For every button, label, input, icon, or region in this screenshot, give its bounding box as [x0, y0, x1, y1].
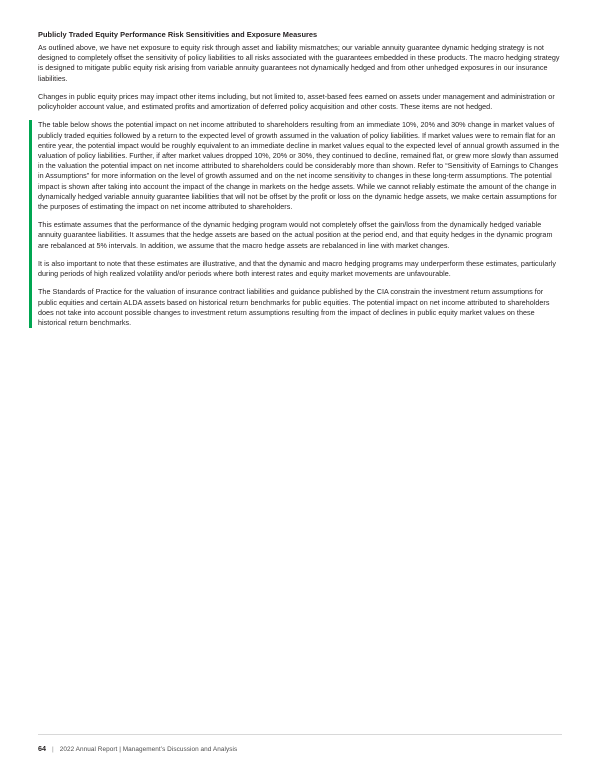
footer-separator: | — [52, 746, 54, 753]
footer-page-number: 64 — [38, 744, 46, 753]
page-footer — [38, 744, 562, 753]
paragraph-estimate-assumptions: This estimate assumes that the performance of the dynamic hedging program would not completely offset the gain/loss from the dynamically hedged variable annuity guarantee liabilities. It assumes that the hedge assets are based on the actual position at the period end, and that equity hedges in the dynamic program are rebalanced at 5% intervals. In addition, we assume that the macro hedge assets are rebalanced in line with market changes. — [38, 220, 553, 250]
footer-divider — [38, 734, 562, 735]
paragraph-illustrative-note: It is also important to note that these estimates are illustrative, and that the dynamic and macro hedging programs may underperform these estimates, particularly during periods of high realized volatility and/or periods where both interest rates and equity market movements are unfavourable. — [38, 258, 557, 279]
footer-label: 2022 Annual Report | Management’s Discussion and Analysis — [59, 746, 238, 753]
paragraph-intro-1: As outlined above, we have net exposure to equity risk through asset and liability mismatches; our variable annuity guarantee dynamic hedging strategy is not designed to completely offset the sensitivity of policy liabilities to all risks associated with the guarantees embedded in these products. The macro hedging strategy is designed to mitigate public equity risk arising from variable annuity guarantees not dynamically hedged and from other unhedged exposures in our insurance liabilities. — [38, 42, 560, 83]
paragraph-intro-2: Changes in public equity prices may impact other items including, but not limited to, asset-based fees earned on assets under management and administration or policyholder account value, and estimated profits and amortization of deferred policy acquisition and other costs. These items are not hedged. — [38, 91, 555, 112]
highlighted-block — [29, 120, 562, 328]
page-content — [38, 30, 562, 328]
paragraph-standards-of-practice: The Standards of Practice for the valuation of insurance contract liabilities and guidance published by the CIA constrain the investment return assumptions for public equities and certain ALDA assets based on historical return benchmarks for public equities. The potential impact on net income attributed to shareholders does not take into account possible changes to investment return assumptions resulting from the impact of declines in public equity market values on these historical return benchmarks. — [38, 287, 550, 328]
section-title: Publicly Traded Equity Performance Risk Sensitivities and Exposure Measures — [38, 30, 318, 39]
paragraph-table-description: The table below shows the potential impact on net income attributed to shareholders resulting from an immediate 10%, 20% and 30% change in market values of publicly traded equities followed by a return to the expected level of growth assumed in the valuation of policy liabilities. If market values were to remain flat for an entire year, the potential impact would be roughly equivalent to an immediate decline in market values equal to the expected level of annual growth assumed in the valuation of policy liabilities. Further, if after market values dropped 10%, 20% or 30%, they continued to decline, remained flat, or grew more slowly than assumed in the valuation the potential impact on net income attributed to shareholders could be considerably more than shown. Refer to “Sensitivity of Earnings to Changes in Assumptions” for more information on the level of growth assumed and on the net income sensitivity to changes in these long-term assumptions. The potential impact is shown after taking into account the impact of the change in markets on the hedge assets. While we cannot reliably estimate the amount of the change in dynamically hedged variable annuity guarantee liabilities that will not be offset by the profit or loss on the dynamic hedge assets, we make certain assumptions for the purposes of estimating the impact on net income attributed to shareholders. — [38, 120, 560, 212]
green-accent-bar — [29, 120, 32, 328]
